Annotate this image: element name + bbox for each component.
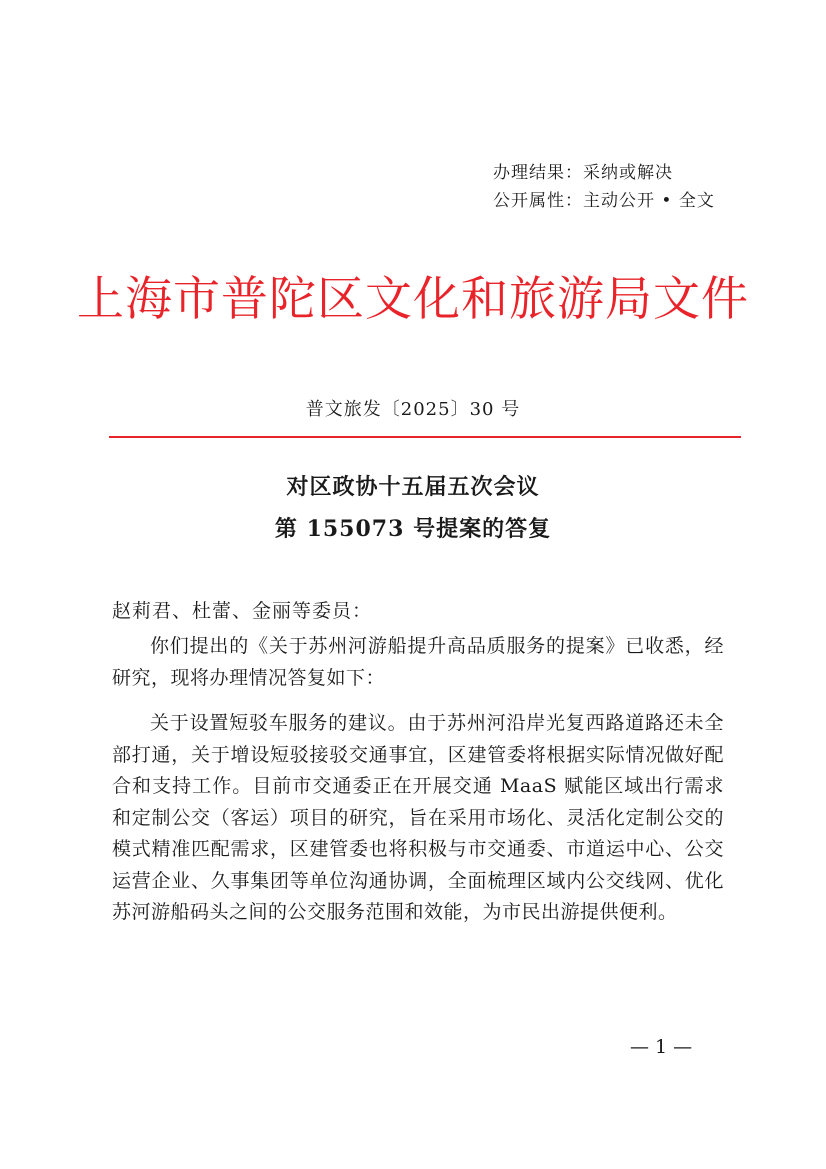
red-divider bbox=[109, 436, 741, 438]
body-paragraph: 你们提出的《关于苏州河游船提升高品质服务的提案》已收悉，经研究，现将办理情况答复如下： bbox=[112, 635, 724, 689]
salutation: 赵莉君、杜蕾、金丽等委员： bbox=[112, 600, 373, 622]
document-title-line-2: 第 155073 号提案的答复 bbox=[274, 516, 552, 542]
document-title-line-1: 对区政协十五届五次会议 bbox=[286, 474, 540, 500]
handling-result: 办理结果：采纳或解决 bbox=[493, 163, 673, 183]
page-number: — 1 — bbox=[630, 1036, 693, 1058]
body-paragraph: 关于设置短驳车服务的建议。由于苏州河沿岸光复西路道路还未全部打通，关于增设短驳接驳交通事宜，区建管委将根据实际情况做好配合和支持工作。目前市交通委正在开展交通 MaaS 赋能区域出行需求和定制公交（客运）项目的研究，旨在采用市场化、灵活化定制公交的模式精准匹配需求，区建管委也将积极与市交通委、市道运中心、公交运营企业、久事集团等单位沟通协调，全面梳理区域内公交线网、优化苏河游船码头之间的公交服务范围和效能，为市民出游提供便利。 bbox=[112, 712, 724, 923]
issuer-heading: 上海市普陀区文化和旅游局文件 bbox=[77, 272, 749, 327]
document-number: 普文旅发〔2025〕30 号 bbox=[305, 399, 521, 420]
disclosure-attribute: 公开属性：主动公开 • 全文 bbox=[493, 191, 715, 211]
